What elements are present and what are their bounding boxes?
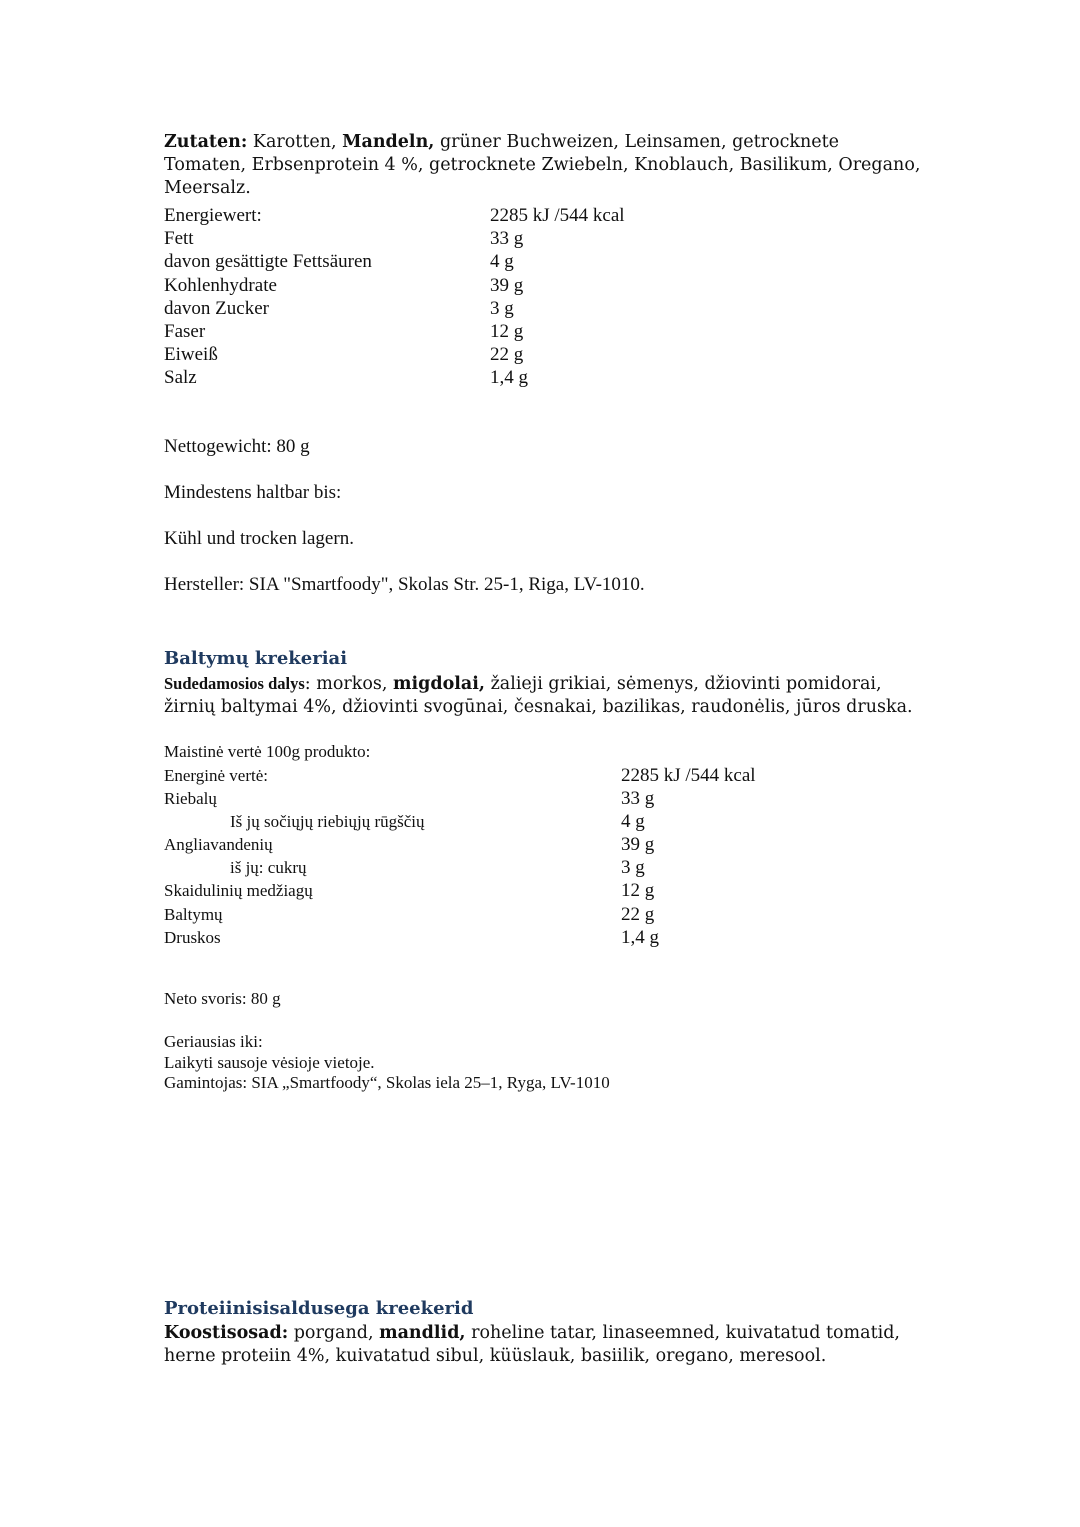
- lt-best-before: Geriausias iki:: [164, 1032, 263, 1051]
- table-row: [164, 343, 625, 366]
- nutrient-value: 4 g: [490, 251, 514, 273]
- nutrient-label: iš jų: cukrų: [230, 858, 307, 878]
- nutrient-label: davon Zucker: [164, 297, 269, 319]
- de-ingredients-label: Zutaten:: [164, 132, 248, 152]
- de-storage: Kühl und trocken lagern.: [164, 528, 354, 549]
- table-row: [164, 227, 625, 250]
- de-ingredient-segment: grüner Buchweizen, Leinsamen, getrocknete Tomaten, Erbsenprotein 4 %, getrocknete Zwiebeln, Knoblauch, Basilikum, Oregano, Meersalz.: [164, 132, 921, 198]
- table-row: [164, 903, 756, 926]
- lt-title: Baltymų krekeriai: [164, 648, 348, 669]
- nutrient-label: Energinė vertė:: [164, 766, 269, 785]
- nutrient-value: 1,4 g: [490, 367, 528, 389]
- de-ingredients-text: [164, 132, 920, 198]
- nutrient-label: Eiweiß: [164, 344, 218, 366]
- nutrient-label: Fett: [164, 228, 194, 250]
- nutrient-label: Faser: [164, 321, 206, 343]
- et-ingredient-segment: porgand,: [288, 1323, 380, 1343]
- de-ingredient-segment: Karotten,: [247, 132, 343, 152]
- nutrient-value: 39 g: [621, 834, 655, 856]
- nutrient-value: 39 g: [490, 274, 524, 296]
- table-row: [164, 250, 625, 273]
- de-manufacturer: Hersteller: SIA "Smartfoody", Skolas Str. 25-1, Riga, LV-1010.: [164, 574, 645, 595]
- de-net-weight: Nettogewicht: 80 g: [164, 436, 310, 457]
- nutrient-value: 1,4 g: [621, 926, 659, 948]
- et-allergen-almonds: mandlid,: [379, 1323, 466, 1343]
- nutrient-value: 2285 kJ /544 kcal: [621, 765, 756, 786]
- table-row: [164, 297, 625, 320]
- nutrient-value: 22 g: [490, 344, 524, 366]
- nutrient-label: Salz: [164, 367, 197, 389]
- lt-nutrition-header: Maistinė vertė 100g produkto:: [164, 742, 371, 761]
- de-allergen-almonds: Mandeln,: [342, 132, 435, 152]
- table-row: [164, 764, 756, 787]
- nutrient-label: Baltymų: [164, 904, 223, 924]
- nutrient-value: 22 g: [621, 903, 655, 925]
- nutrient-label: Angliavandenių: [164, 835, 273, 855]
- nutrient-label: davon gesättigte Fettsäuren: [164, 251, 372, 273]
- table-row: [164, 366, 625, 389]
- table-row: [164, 879, 756, 902]
- table-row: [164, 810, 756, 833]
- lt-nutrition-table: [164, 764, 756, 949]
- lt-net-weight: Neto svoris: 80 g: [164, 989, 281, 1008]
- nutrient-label: Riebalų: [164, 789, 217, 809]
- lt-ingredient-segment: žalieji grikiai, sėmenys, džiovinti pomidorai, žirnių baltymai 4%, džiovinti svogūnai, česnakai, bazilikas, raudonėlis, jūros druska.: [164, 674, 913, 717]
- nutrient-value: 2285 kJ /544 kcal: [490, 205, 625, 226]
- nutrient-label: Druskos: [164, 927, 221, 947]
- nutrient-value: 3 g: [621, 857, 645, 879]
- et-ingredients: [164, 1322, 924, 1368]
- table-row: [164, 856, 756, 879]
- de-ingredients: [164, 131, 924, 200]
- et-ingredient-segment: roheline tatar, linaseemned, kuivatatud tomatid, herne proteiin 4%, kuivatatud sibul, küüslauk, basiilik, oregano, meresool.: [164, 1323, 900, 1366]
- nutrient-value: 3 g: [490, 297, 514, 319]
- nutrient-label: Kohlenhydrate: [164, 274, 277, 296]
- nutrient-value: 12 g: [621, 880, 655, 902]
- lt-ingredients: [164, 672, 924, 719]
- de-best-before: Mindestens haltbar bis:: [164, 482, 342, 503]
- table-row: [164, 833, 756, 856]
- et-ingredients-label: Koostisosad:: [164, 1323, 289, 1343]
- nutrient-value: 12 g: [490, 321, 524, 343]
- lt-ingredient-segment: : morkos,: [304, 674, 393, 694]
- lt-allergen-almonds: migdolai,: [392, 674, 486, 694]
- table-row: [164, 787, 756, 810]
- lt-ingredients-label: Sudedamosios dalys: [164, 674, 305, 693]
- nutrient-value: 4 g: [621, 811, 645, 833]
- nutrient-label: Iš jų sočiųjų riebiųjų rūgščių: [230, 812, 425, 832]
- de-nutrition-table: [164, 204, 625, 390]
- nutrient-value: 33 g: [621, 788, 655, 810]
- nutrient-label: Energiewert:: [164, 205, 262, 226]
- table-row: [164, 320, 625, 343]
- table-row: [164, 204, 625, 227]
- table-row: [164, 274, 625, 297]
- table-row: [164, 926, 756, 949]
- nutrient-label: Skaidulinių medžiagų: [164, 881, 313, 901]
- nutrient-value: 33 g: [490, 228, 524, 250]
- lt-manufacturer: Gamintojas: SIA „Smartfoody“, Skolas iela 25–1, Ryga, LV-1010: [164, 1073, 610, 1092]
- lt-storage: Laikyti sausoje vėsioje vietoje.: [164, 1053, 375, 1072]
- et-title: Proteiinisisaldusega kreekerid: [164, 1298, 474, 1319]
